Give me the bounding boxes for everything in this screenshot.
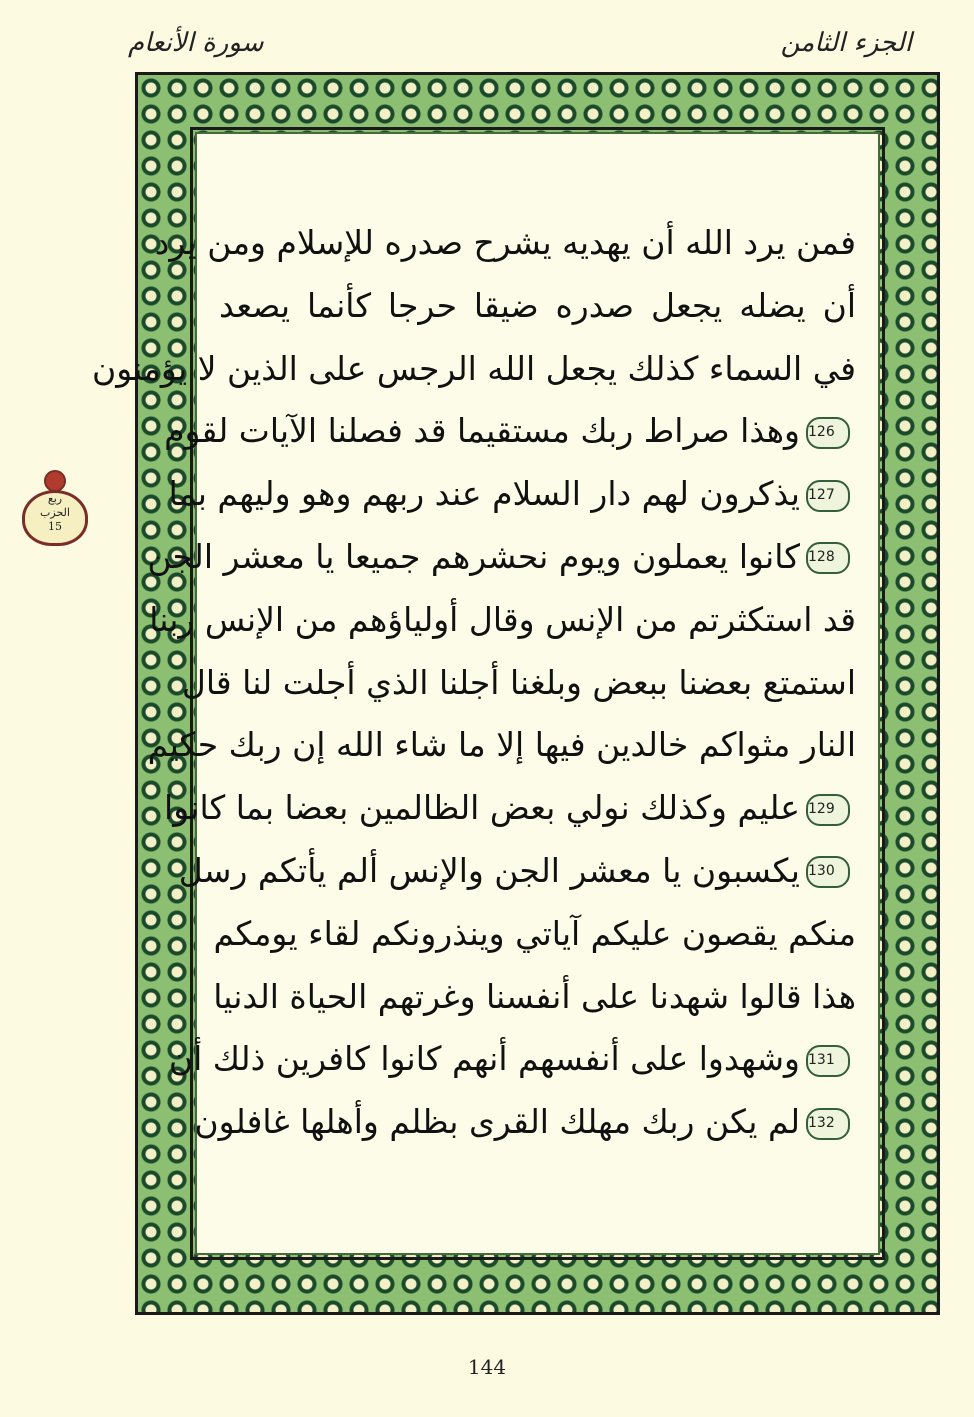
hizb-flower-icon xyxy=(44,470,66,492)
line-text: يكسبون يا معشر الجن والإنس ألم يأتكم رسل xyxy=(178,850,800,890)
text-line-13 xyxy=(213,966,856,1029)
line-text: كانوا يعملون ويوم نحشرهم جميعا يا معشر الجن xyxy=(147,536,800,576)
page-border xyxy=(92,72,940,1315)
text-line-6 xyxy=(147,526,856,589)
page-number: 144 xyxy=(467,1355,507,1379)
ayah-number-126: 126 xyxy=(806,417,850,449)
text-line-1 xyxy=(154,212,856,275)
text-line-9 xyxy=(147,714,856,777)
hizb-label-group xyxy=(22,492,88,534)
text-line-11 xyxy=(178,840,856,903)
line-text: منكم يقصون عليكم آياتي وينذرونكم لقاء يومكم xyxy=(213,913,856,953)
text-line-7 xyxy=(149,589,856,652)
text-line-15 xyxy=(194,1091,856,1154)
hizb-quarter-label: ربع xyxy=(47,492,63,505)
ayah-number-130: 130 xyxy=(806,856,850,888)
ayah-number-129: 129 xyxy=(806,794,850,826)
text-line-10 xyxy=(164,777,856,840)
verse-lines xyxy=(92,212,856,1154)
text-line-4 xyxy=(164,400,856,463)
line-text: يذكرون لهم دار السلام عند ربهم وهو وليهم بما xyxy=(168,474,800,514)
hizb-marker xyxy=(18,468,90,546)
text-line-5 xyxy=(168,463,856,526)
text-line-12 xyxy=(213,903,856,966)
text-line-14 xyxy=(168,1028,856,1091)
hizb-label: الحزب xyxy=(40,506,70,519)
text-panel xyxy=(92,132,880,1255)
line-text: أن يضله يجعل صدره ضيقا حرجا كأنما يصعد xyxy=(219,285,856,325)
ayah-number-127: 127 xyxy=(806,480,850,512)
ayah-number-128: 128 xyxy=(806,542,850,574)
juz-title: الجزء الثامن xyxy=(780,28,912,58)
line-text: عليم وكذلك نولي بعض الظالمين بعضا بما كانوا xyxy=(164,788,800,828)
line-text: وهذا صراط ربك مستقيما قد فصلنا الآيات لقوم xyxy=(164,411,800,451)
hizb-number: 15 xyxy=(48,520,62,533)
line-text: فمن يرد الله أن يهديه يشرح صدره للإسلام ومن يرد xyxy=(154,223,856,262)
line-text: لم يكن ربك مهلك القرى بظلم وأهلها غافلون xyxy=(194,1102,800,1142)
ayah-number-131: 131 xyxy=(806,1045,850,1077)
line-text: استمتع بعضنا ببعض وبلغنا أجلنا الذي أجلت لنا قال xyxy=(181,662,856,702)
surah-title: سورة الأنعام xyxy=(128,28,264,58)
page-header xyxy=(0,28,974,68)
line-text: في السماء كذلك يجعل الله الرجس على الذين لا يؤمنون xyxy=(92,348,856,388)
text-line-8 xyxy=(181,652,856,715)
text-line-3 xyxy=(92,338,856,401)
line-text: وشهدوا على أنفسهم أنهم كانوا كافرين ذلك أن xyxy=(168,1039,800,1079)
line-text: النار مثواكم خالدين فيها إلا ما شاء الله إن ربك حكيم xyxy=(147,725,856,765)
line-text: هذا قالوا شهدنا على أنفسنا وغرتهم الحياة الدنيا xyxy=(213,976,856,1016)
ayah-number-132: 132 xyxy=(806,1108,850,1140)
line-text: قد استكثرتم من الإنس وقال أولياؤهم من الإنس ربنا xyxy=(149,599,856,639)
text-line-2 xyxy=(219,275,856,338)
